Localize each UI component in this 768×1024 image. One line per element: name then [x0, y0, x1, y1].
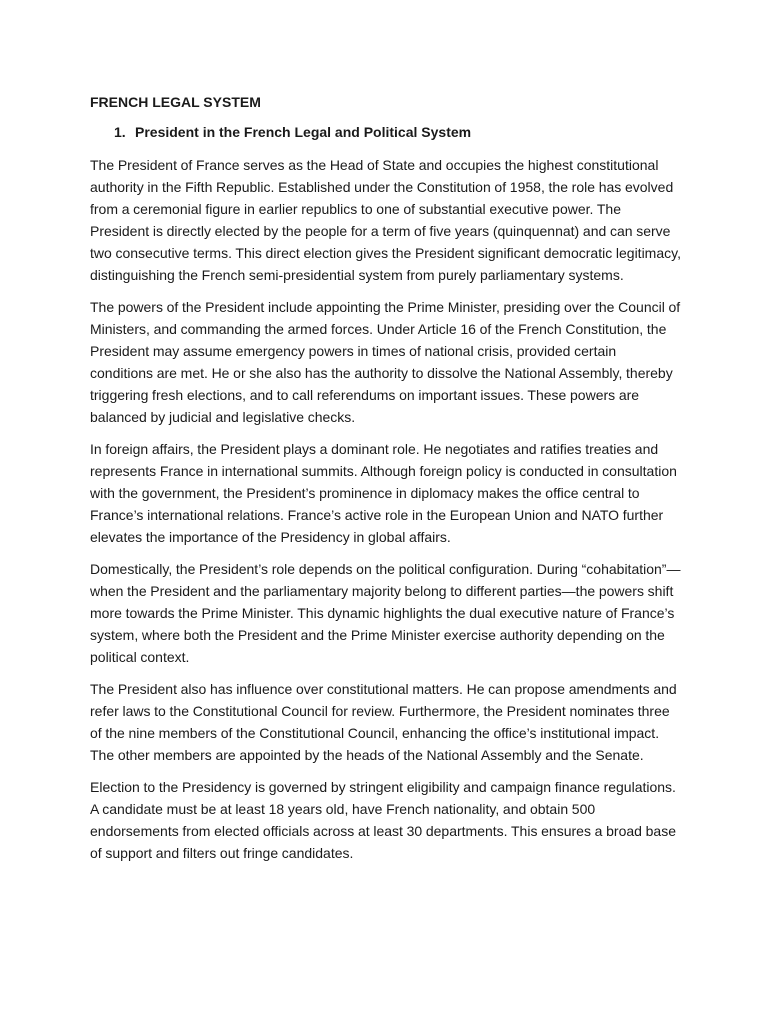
section-number: 1. — [114, 124, 126, 140]
document-page — [90, 92, 682, 874]
paragraph-powers: The powers of the President include appointing the Prime Minister, presiding over the Council of Ministers, and commanding the armed forces. Under Article 16 of the French Constitution, the President may assume emergency powers in times of national crisis, provided certain conditions are met. He or she also has the authority to dissolve the National Assembly, thereby triggering fresh elections, and to call referendums on important issues. These powers are balanced by judicial and legislative checks. — [90, 299, 681, 425]
document-title: FRENCH LEGAL SYSTEM — [90, 94, 261, 110]
paragraph-domestic-role: Domestically, the President’s role depends on the political configuration. During “cohabitation”—when the President and the parliamentary majority belong to different parties—the powers shift more towards the Prime Minister. This dynamic highlights the dual executive nature of France’s system, where both the President and the Prime Minister exercise authority depending on the political context. — [90, 561, 681, 665]
paragraph-foreign-affairs: In foreign affairs, the President plays a dominant role. He negotiates and ratifies treaties and represents France in international summits. Although foreign policy is conducted in consultation with the government, the President’s prominence in diplomacy makes the office central to France’s international relations. France’s active role in the European Union and NATO further elevates the importance of the Presidency in global affairs. — [90, 441, 677, 545]
section-heading — [114, 122, 682, 142]
section-heading-text: President in the French Legal and Political System — [135, 124, 472, 140]
paragraph-head-of-state: The President of France serves as the Head of State and occupies the highest constitutional authority in the Fifth Republic. Established under the Constitution of 1958, the role has evolved from a ceremonial figure in earlier republics to one of substantial executive power. The President is directly elected by the people for a term of five years (quinquennat) and can serve two consecutive terms. This direct election gives the President significant democratic legitimacy, distinguishing the French semi-presidential system from purely parliamentary systems. — [90, 157, 681, 283]
paragraph-constitutional-matters: The President also has influence over constitutional matters. He can propose amendments and refer laws to the Constitutional Council for review. Furthermore, the President nominates three of the nine members of the Constitutional Council, enhancing the office’s institutional impact. The other members are appointed by the heads of the National Assembly and the Senate. — [90, 681, 677, 763]
paragraph-election: Election to the Presidency is governed by stringent eligibility and campaign finance regulations. A candidate must be at least 18 years old, have French nationality, and obtain 500 endorsements from elected officials across at least 30 departments. This ensures a broad base of support and filters out fringe candidates. — [90, 779, 676, 861]
